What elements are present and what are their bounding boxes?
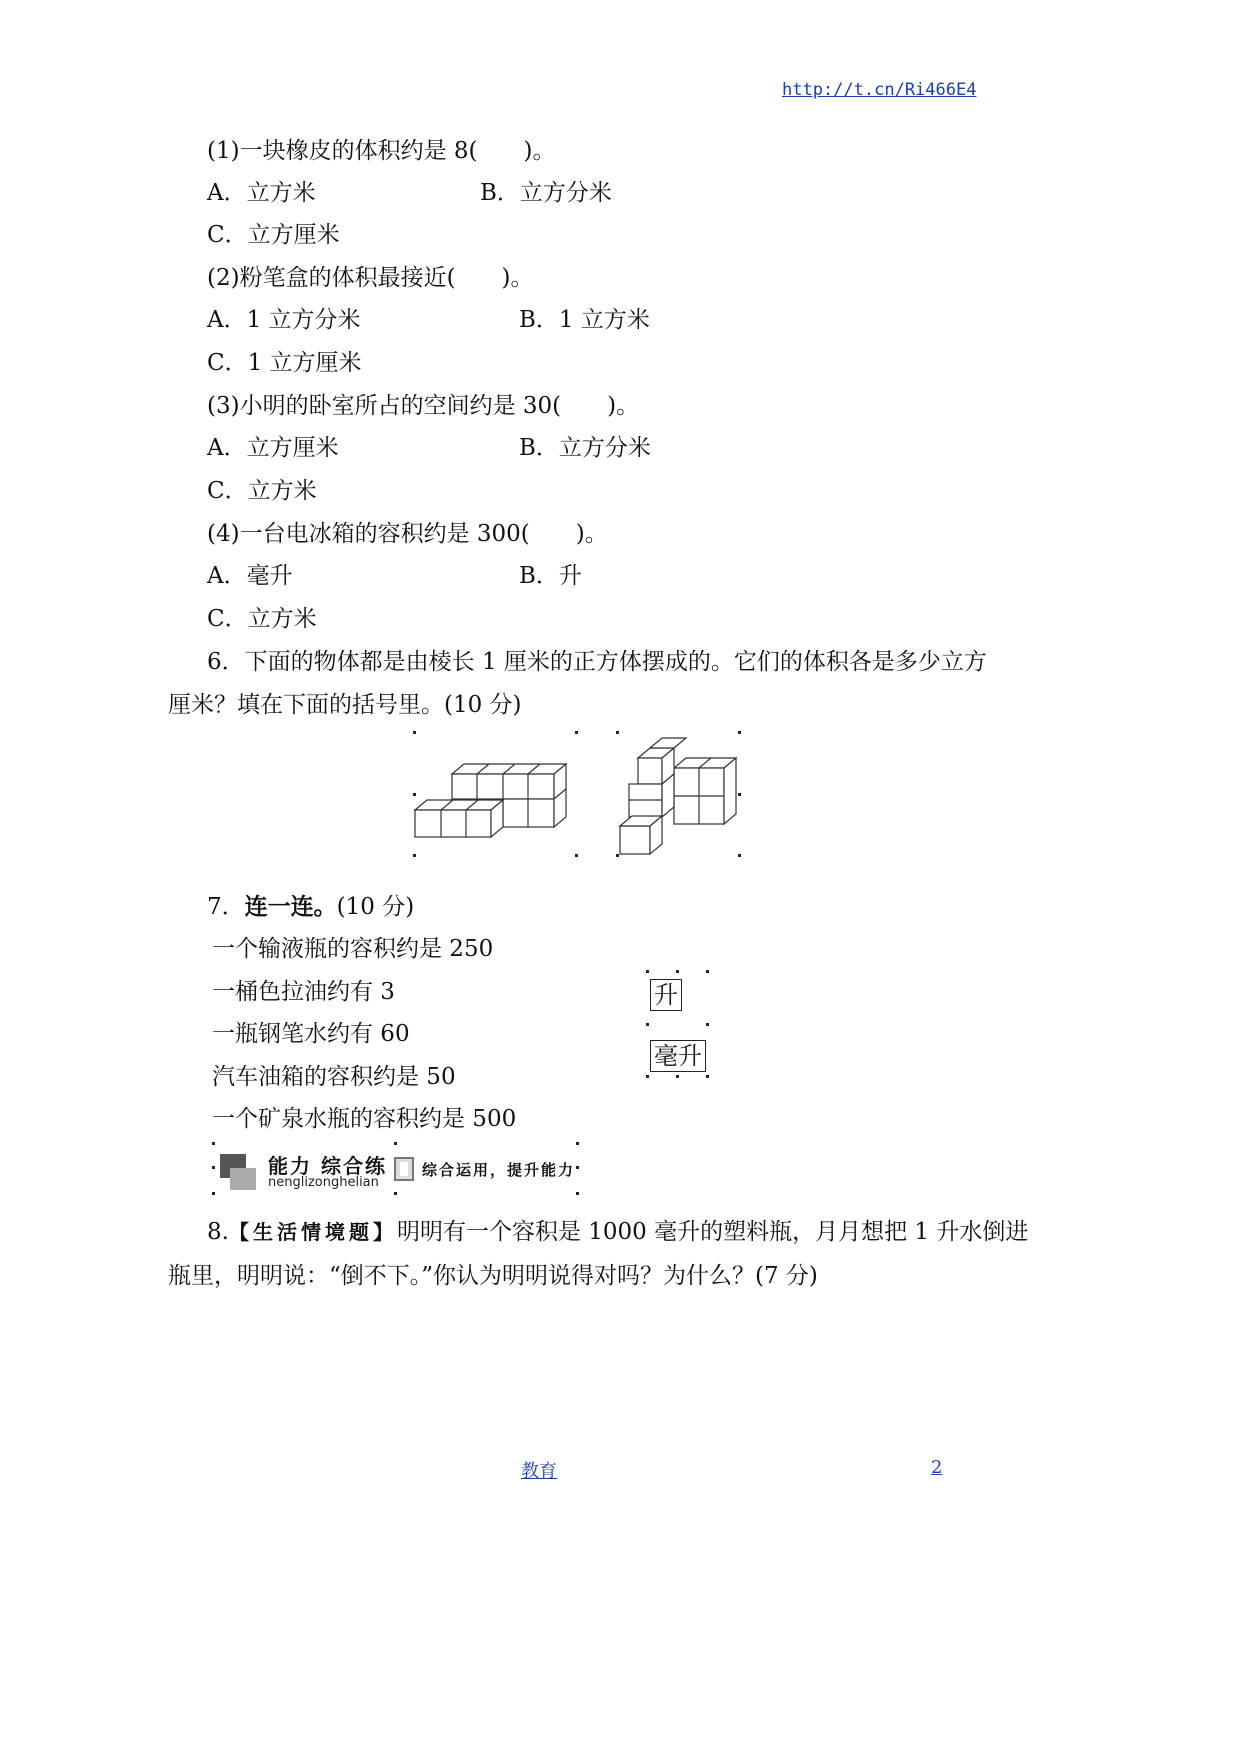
marker-dot [738, 731, 741, 734]
banner-logo-icon [220, 1154, 256, 1190]
q5-3-option-b: B．立方分米 [519, 435, 651, 461]
q5-2-stem: (2)粉笔盒的体积最接近( )。 [207, 265, 534, 291]
q7-score: (10 分) [336, 894, 415, 920]
marker-dot [738, 854, 741, 857]
marker-dot [706, 970, 709, 973]
cube-figure-right-svg [614, 730, 744, 858]
marker-dot [646, 1075, 649, 1078]
marker-dot [616, 731, 619, 734]
q7-right-item-2 [650, 1040, 706, 1072]
q5-1-option-a: A．立方米 [207, 180, 316, 206]
q7-title-bold: 连一连。 [244, 893, 337, 920]
marker-dot [706, 1075, 709, 1078]
marker-dot [646, 1023, 649, 1026]
q7-number: 7． [207, 894, 245, 920]
q7-left-item-3: 一瓶钢笔水约有 60 [212, 1021, 410, 1047]
q5-3-option-c: C．立方米 [207, 478, 317, 504]
q5-3-stem: (3)小明的卧室所占的空间约是 30( )。 [207, 393, 640, 419]
marker-dot [212, 1166, 215, 1169]
q7-right-item-2-label: 毫升 [650, 1040, 706, 1072]
cube-figure-left [412, 730, 582, 858]
q5-4-option-c: C．立方米 [207, 606, 317, 632]
cube-figure-left-svg [412, 730, 582, 858]
marker-dot [738, 793, 741, 796]
q6-text-line2: 厘米？填在下面的括号里。(10 分) [168, 692, 522, 718]
marker-dot [575, 854, 578, 857]
q5-4-option-b: B．升 [519, 563, 582, 589]
page-number[interactable]: 2 [931, 1457, 943, 1478]
q8-line1-text: 明明有一个容积是 1000 毫升的塑料瓶，月月想把 1 升水倒进 [396, 1219, 1029, 1245]
q8-line2: 瓶里，明明说：“倒不下。”你认为明明说得对吗？为什么？(7 分) [168, 1263, 818, 1289]
q7-left-item-2: 一桶色拉油约有 3 [212, 979, 395, 1005]
marker-dot [413, 731, 416, 734]
q7-left-item-4: 汽车油箱的容积约是 50 [212, 1064, 456, 1090]
marker-dot [646, 970, 649, 973]
banner-subtitle: 综合运用，提升能力 [422, 1161, 576, 1179]
q7-right-item-1 [650, 979, 682, 1011]
marker-dot [575, 731, 578, 734]
q7-title [207, 892, 414, 922]
marker-dot [616, 854, 619, 857]
q8-tag: 【生活情境题】 [228, 1220, 397, 1244]
q7-right-item-1-label: 升 [650, 979, 682, 1011]
section-banner [214, 1145, 584, 1195]
marker-dot [212, 1142, 215, 1145]
q5-4-stem: (4)一台电冰箱的容积约是 300( )。 [207, 521, 608, 547]
banner-title: 能力 综合练 [268, 1154, 387, 1178]
cube-figure-right [614, 730, 744, 858]
q6-text-line1: 6．下面的物体都是由棱长 1 厘米的正方体摆成的。它们的体积各是多少立方 [207, 649, 987, 675]
marker-dot [212, 1192, 215, 1195]
q7-left-item-1: 一个输液瓶的容积约是 250 [212, 936, 494, 962]
marker-dot [413, 854, 416, 857]
q7-left-item-5: 一个矿泉水瓶的容积约是 500 [212, 1106, 517, 1132]
q8-number: 8. [207, 1219, 229, 1245]
banner-pinyin: nenglizonghelian [268, 1175, 379, 1190]
footer-link[interactable]: 教育 [521, 1461, 557, 1482]
q5-4-option-a: A．毫升 [207, 563, 293, 589]
marker-dot [576, 1142, 579, 1145]
marker-dot [576, 1166, 579, 1169]
marker-dot [676, 1075, 679, 1078]
q5-2-option-a: A．1 立方分米 [207, 307, 361, 333]
marker-dot [394, 1142, 397, 1145]
q5-1-stem: (1)一块橡皮的体积约是 8( )。 [207, 138, 556, 164]
banner-square-icon [394, 1157, 414, 1181]
marker-dot [676, 970, 679, 973]
q5-2-option-c: C．1 立方厘米 [207, 350, 362, 376]
q5-3-option-a: A．立方厘米 [207, 435, 339, 461]
q5-1-option-b: B．立方分米 [480, 180, 612, 206]
q5-1-option-c: C．立方厘米 [207, 222, 340, 248]
header-link[interactable]: http://t.cn/Ri466E4 [782, 80, 977, 100]
marker-dot [413, 793, 416, 796]
marker-dot [394, 1192, 397, 1195]
marker-dot [576, 1192, 579, 1195]
q8-line1 [207, 1217, 1028, 1247]
q5-2-option-b: B．1 立方米 [519, 307, 650, 333]
marker-dot [706, 1023, 709, 1026]
